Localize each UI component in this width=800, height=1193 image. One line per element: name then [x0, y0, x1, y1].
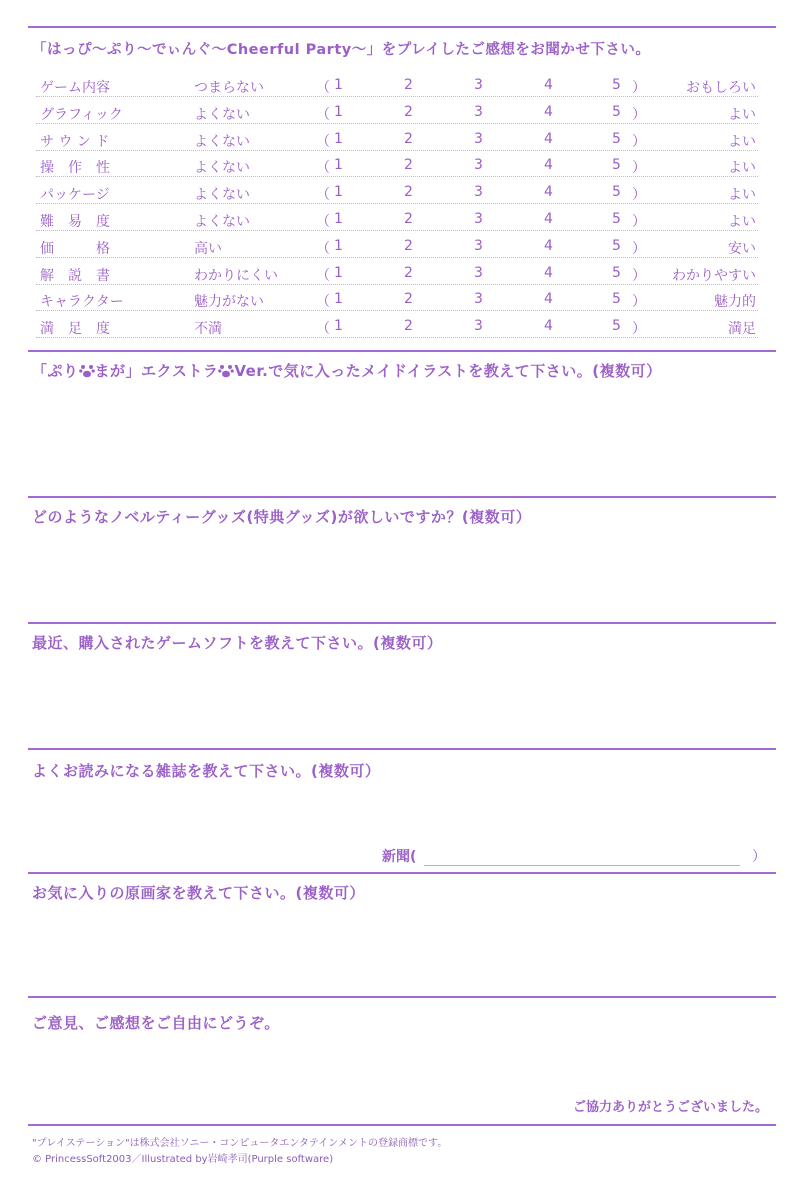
rating-low-label: よくない [194, 214, 250, 230]
scale-option-5[interactable]: 5 [612, 184, 621, 201]
rating-high-label: わかりやすい [672, 267, 756, 284]
rating-category: ゲーム内容 [40, 80, 110, 96]
scale-open-paren: （ [316, 80, 330, 96]
scale-open-paren: （ [316, 214, 330, 230]
scale-option-2[interactable]: 2 [404, 318, 413, 335]
rating-high-label: 安い [728, 240, 756, 257]
dotted-divider [36, 150, 758, 151]
rating-low-label: よくない [194, 133, 250, 150]
scale-option-5[interactable]: 5 [612, 130, 621, 147]
rating-category: 満 足 度 [40, 321, 110, 338]
scale-open-paren: （ [316, 133, 330, 150]
scale-option-2[interactable]: 2 [404, 157, 413, 174]
footer-copyright: © PrincessSoft2003／Illustrated by岩崎孝司(Purple software) [32, 1154, 334, 1165]
rating-low-label: 不満 [194, 321, 222, 338]
scale-option-2[interactable]: 2 [404, 77, 413, 93]
rating-row [36, 74, 758, 98]
magazine-question: よくお読みになる雑誌を教えて下さい。(複数可） [32, 762, 381, 780]
scale-option-2[interactable]: 2 [404, 291, 413, 308]
illust-q-part1: 「ぷり [32, 362, 79, 380]
dotted-divider [36, 123, 758, 124]
rating-low-label: よくない [194, 187, 250, 204]
scale-option-1[interactable]: 1 [334, 211, 343, 227]
scale-close-paren: ） [632, 294, 646, 311]
dotted-divider [36, 203, 758, 204]
opinion-question: ご意見、ご感想をご自由にどうぞ。 [32, 1014, 280, 1032]
rating-row [36, 154, 758, 178]
scale-option-4[interactable]: 4 [544, 77, 553, 93]
rule-after-ratings [28, 350, 776, 352]
rating-low-label: つまらない [194, 80, 264, 96]
scale-close-paren: ） [632, 80, 646, 96]
goods-question: どのようなノベルティーグッズ(特典グッズ)が欲しいですか？(複数可） [32, 508, 532, 526]
rating-high-label: よい [728, 187, 756, 204]
artist-question: お気に入りの原画家を教えて下さい。(複数可） [32, 884, 365, 902]
scale-option-1[interactable]: 1 [334, 237, 343, 254]
scale-option-3[interactable]: 3 [474, 237, 483, 254]
scale-option-5[interactable]: 5 [612, 77, 621, 93]
rule-footer [28, 1124, 776, 1126]
scale-open-paren: （ [316, 240, 330, 257]
rating-row [36, 288, 758, 312]
rating-row [36, 128, 758, 152]
paw-icon [79, 364, 95, 378]
footer-trademark: "プレイステーション"は株式会社ソニー・コンピュータエンタテインメントの登録商標です。 [32, 1138, 448, 1149]
scale-open-paren: （ [316, 106, 330, 123]
scale-open-paren: （ [316, 294, 330, 311]
scale-option-4[interactable]: 4 [544, 130, 553, 147]
illust-q-part3: Ver.で気に入ったメイドイラストを教えて下さい。(複数可） [234, 362, 662, 380]
rating-row [36, 315, 758, 339]
scale-option-1[interactable]: 1 [334, 103, 343, 120]
rule-after-magazine [28, 872, 776, 874]
newspaper-close-paren: ） [752, 849, 766, 865]
scale-option-1[interactable]: 1 [334, 157, 343, 174]
rule-after-goods [28, 622, 776, 624]
scale-option-5[interactable]: 5 [612, 211, 621, 227]
top-rule [28, 26, 776, 28]
header-question: 「はっぴ〜ぷり〜でぃんぐ〜Cheerful Party〜」をプレイしたご感想をお聞かせ下さい。 [32, 42, 651, 58]
scale-open-paren: （ [316, 160, 330, 177]
scale-option-5[interactable]: 5 [612, 318, 621, 335]
rule-after-illust [28, 496, 776, 498]
scale-option-4[interactable]: 4 [544, 291, 553, 308]
scale-option-3[interactable]: 3 [474, 77, 483, 93]
rating-row [36, 208, 758, 232]
scale-option-3[interactable]: 3 [474, 103, 483, 120]
rating-low-label: 高い [194, 240, 222, 257]
scale-close-paren: ） [632, 321, 646, 338]
scale-option-4[interactable]: 4 [544, 237, 553, 254]
dotted-divider [36, 337, 758, 338]
rating-category: サ ウ ン ド [40, 133, 110, 150]
rating-category: 難 易 度 [40, 214, 110, 230]
rating-category: キャラクター [40, 294, 124, 311]
scale-option-5[interactable]: 5 [612, 264, 621, 281]
scale-option-4[interactable]: 4 [544, 211, 553, 227]
rating-row [36, 101, 758, 125]
scale-option-2[interactable]: 2 [404, 237, 413, 254]
scale-option-3[interactable]: 3 [474, 184, 483, 201]
newspaper-label: 新聞( [382, 849, 417, 865]
rating-low-label: わかりにくい [194, 267, 278, 284]
scale-close-paren: ） [632, 240, 646, 257]
rating-low-label: よくない [194, 106, 250, 123]
rating-category: 操 作 性 [40, 160, 110, 177]
illust-q-part2: まが」エクストラ [94, 362, 219, 380]
scale-option-1[interactable]: 1 [334, 130, 343, 147]
scale-option-4[interactable]: 4 [544, 264, 553, 281]
dotted-divider [36, 176, 758, 177]
scale-option-5[interactable]: 5 [612, 291, 621, 308]
scale-close-paren: ） [632, 160, 646, 177]
rating-category: パッケージ [40, 187, 110, 204]
rating-category: グラフィック [40, 106, 123, 123]
rule-after-recent [28, 748, 776, 750]
rating-high-label: よい [728, 133, 756, 150]
rating-category: 解 説 書 [40, 267, 110, 284]
scale-option-3[interactable]: 3 [474, 264, 483, 281]
newspaper-answer-line[interactable] [424, 865, 740, 866]
rating-low-label: よくない [194, 160, 250, 177]
rating-high-label: おもしろい [686, 80, 756, 96]
scale-option-1[interactable]: 1 [334, 318, 343, 335]
dotted-divider [36, 96, 758, 97]
scale-close-paren: ） [632, 187, 646, 204]
rating-row [36, 235, 758, 259]
paw-icon [218, 364, 234, 378]
scale-close-paren: ） [632, 267, 646, 284]
scale-option-3[interactable]: 3 [474, 157, 483, 174]
scale-open-paren: （ [316, 187, 330, 204]
rating-category: 価 格 [40, 240, 110, 257]
scale-option-4[interactable]: 4 [544, 103, 553, 120]
scale-option-3[interactable]: 3 [474, 291, 483, 308]
scale-option-1[interactable]: 1 [334, 184, 343, 201]
dotted-divider [36, 257, 758, 258]
scale-option-2[interactable]: 2 [404, 103, 413, 120]
rating-high-label: 満足 [728, 321, 756, 338]
rating-low-label: 魅力がない [194, 294, 264, 311]
rule-after-artist [28, 996, 776, 998]
scale-option-4[interactable]: 4 [544, 157, 553, 174]
illust-question [32, 360, 662, 381]
scale-option-2[interactable]: 2 [404, 184, 413, 201]
scale-option-4[interactable]: 4 [544, 184, 553, 201]
dotted-divider [36, 284, 758, 285]
scale-open-paren: （ [316, 267, 330, 284]
rating-high-label: 魅力的 [714, 294, 756, 311]
rating-high-label: よい [728, 214, 756, 230]
thanks-message: ご協力ありがとうございました。 [572, 1100, 768, 1115]
rating-high-label: よい [728, 106, 756, 123]
scale-option-1[interactable]: 1 [334, 264, 343, 281]
scale-option-3[interactable]: 3 [474, 318, 483, 335]
scale-option-2[interactable]: 2 [404, 130, 413, 147]
recent-games-question: 最近、購入されたゲームソフトを教えて下さい。(複数可） [32, 634, 443, 652]
scale-option-1[interactable]: 1 [334, 291, 343, 308]
scale-option-5[interactable]: 5 [612, 157, 621, 174]
scale-option-3[interactable]: 3 [474, 130, 483, 147]
scale-option-5[interactable]: 5 [612, 103, 621, 120]
scale-close-paren: ） [632, 133, 646, 150]
scale-open-paren: （ [316, 321, 330, 338]
scale-option-5[interactable]: 5 [612, 237, 621, 254]
rating-high-label: よい [728, 160, 756, 177]
scale-close-paren: ） [632, 106, 646, 123]
scale-option-3[interactable]: 3 [474, 211, 483, 227]
scale-option-4[interactable]: 4 [544, 318, 553, 335]
rating-row [36, 262, 758, 286]
scale-close-paren: ） [632, 214, 646, 230]
rating-row [36, 181, 758, 205]
scale-option-2[interactable]: 2 [404, 211, 413, 227]
dotted-divider [36, 310, 758, 311]
scale-option-2[interactable]: 2 [404, 264, 413, 281]
scale-option-1[interactable]: 1 [334, 77, 343, 93]
dotted-divider [36, 230, 758, 231]
